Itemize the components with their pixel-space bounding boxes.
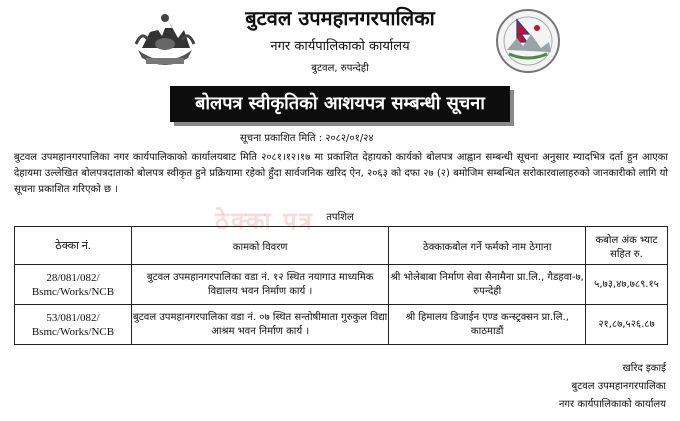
signature-office: नगर कार्यपालिकाको कार्यालय [558, 399, 666, 410]
publish-date: सूचना प्रकाशित मिति : २०८२/०१/२४ [240, 133, 374, 144]
header-amount: कबोल अंक भ्याट सहित रु. [586, 227, 668, 265]
notice-title-banner: बोलपत्र स्वीकृतिको आशयपत्र सम्बन्धी सूचना [170, 86, 510, 122]
contracts-table [14, 226, 668, 345]
signature-organization: बुटवल उपमहानगरपालिका [571, 381, 666, 392]
cell-contract-no: 53/081/082/ Bsmc/Works/NCB [15, 305, 132, 345]
signature-unit: खरिद इकाई [622, 363, 666, 374]
watermark-text: ठेक्का पत्र [215, 207, 314, 235]
cell-amount: २१,८७,५२६.८७ [586, 305, 668, 345]
cell-contract-no: 28/081/082/ Bsmc/Works/NCB [15, 265, 132, 305]
header-contract-no: ठेक्का नं. [15, 227, 132, 265]
cell-firm: श्री भोलेबाबा निर्माण सेवा सैनामैना प्रा.लि., गैडहवा-७, रुपन्देही [389, 265, 586, 305]
cell-firm: श्री हिमालय डिजाईन एण्ड कन्स्ट्रक्सन प्रा.लि., काठमाडौं [389, 305, 586, 345]
table-row [15, 265, 668, 305]
cell-description: बुटवल उपमहानगरपालिका वडा नं. १२ स्थित नयागाउ माध्यमिक विद्यालय भवन निर्माण कार्य । [131, 265, 389, 305]
notice-body: बुटवल उपमहानगरपालिका नगर कार्यपालिकाको कार्यालयबाट मिति २०८१।१२।१७ मा प्रकाशित देहायको कार्यको बोलपत्र आह्वान सम्बन्धी सूचना अनुसार म्यादभित्र दर्ता हुन आएका देहायमा उल्लेखित बोलपत्रदाताको बोलपत्र स्वीकृत हुने प्रक्रियामा रहेको हुँदा सार्वजनिक खरिद ऐन, २०६३ को दफा २७ (२) बमोजिम सम्बन्धित सरोकारवालाहरुको जानकारीको लागि यो सूचना प्रकाशित गरिएको छ । [14, 152, 668, 195]
cell-amount: ५,७३,४७,७८९.१५ [586, 265, 668, 305]
schedule-label: तपशिल [326, 212, 354, 223]
cell-description: बुटवल उपमहानगरपालिका वडा नं. ०७ स्थित सन्तोषीमाता गुरुकुल विद्या आश्रम भवन निर्माण कार्य । [131, 305, 389, 345]
header-description: कामको विवरण [131, 227, 389, 265]
header-firm: ठेक्काकबोल गर्ने फर्मको नाम ठेगाना [389, 227, 586, 265]
table-header-row [15, 227, 668, 265]
office-address: बुटवल, रुपन्देही [311, 63, 369, 74]
organization-title: बुटवल उपमहानगरपालिका [245, 6, 435, 30]
office-title: नगर कार्यपालिकाको कार्यालय [270, 39, 410, 54]
table-row [15, 305, 668, 345]
